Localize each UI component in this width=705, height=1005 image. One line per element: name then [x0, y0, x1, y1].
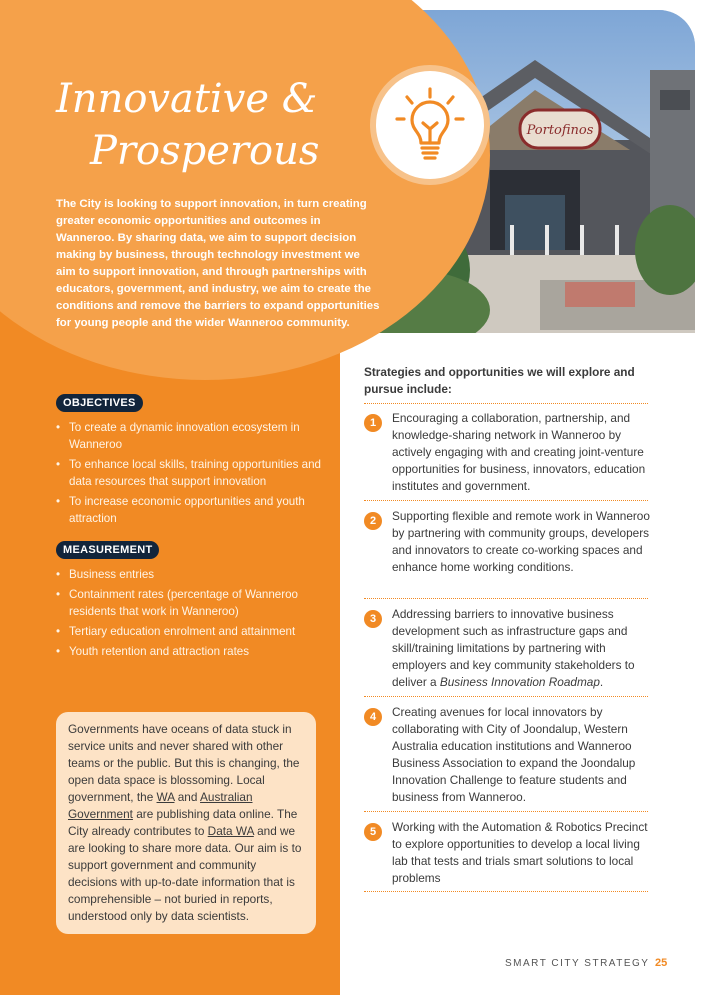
- measurement-label: MEASUREMENT: [56, 541, 159, 559]
- dotted-divider: [364, 598, 648, 599]
- strategy-item-4: Creating avenues for local innovators by collaborating with City of Joondalup, Western Australia education institutions and Wanneroo Business Association to expand the Joondalup Innovation Challenge to feature students and business from Wanneroo.: [392, 705, 636, 804]
- bullet-icon: •: [56, 495, 61, 508]
- dotted-divider: [364, 811, 648, 812]
- dotted-divider: [364, 500, 648, 501]
- objective-item: • To increase economic opportunities and youth attraction: [56, 495, 305, 525]
- open-data-callout: Governments have oceans of data stuck in service units and never shared with other teams or the public. But this is changing, the open data space is blossoming. Local government, the WA and Australian Government are publishing data online. The City already contributes to Data WA and we are looking to share more data. Our aim is to support government and community decisions with up-to-date information that is comprehensible – not buried in reports, understood only by data scientists.: [56, 712, 316, 934]
- bullet-icon: •: [56, 421, 61, 434]
- measurement-item: • Youth retention and attraction rates: [56, 645, 250, 658]
- page-title-line-2: Prosperous: [90, 128, 320, 174]
- strategy-number: 1: [364, 414, 382, 432]
- objective-item: • To create a dynamic innovation ecosystem in Wanneroo: [56, 421, 300, 451]
- strategy-number: 2: [364, 512, 382, 530]
- bullet-icon: •: [56, 588, 61, 601]
- objectives-label: OBJECTIVES: [56, 394, 143, 412]
- dotted-divider: [364, 891, 648, 892]
- objective-item: • To enhance local skills, training opportunities and data resources that support innovation: [56, 458, 321, 488]
- dotted-divider: [364, 403, 648, 404]
- strategy-number: 5: [364, 823, 382, 841]
- data-wa-link[interactable]: Data WA: [207, 824, 254, 838]
- page-number: 25: [655, 957, 668, 969]
- strategy-number: 3: [364, 610, 382, 628]
- bullet-icon: •: [56, 645, 61, 658]
- intro-paragraph: The City is looking to support innovation, in turn creating greater economic opportunities and outcomes in Wanneroo. By sharing data, we aim to support decision making by business, through technology investment we aim to support innovation, and through partnerships with educators, government, and industry, we aim to create the conditions and remove the barriers to expand opportunities for young people and the wider Wanneroo community.: [56, 198, 380, 329]
- objectives-list: [56, 419, 326, 530]
- measurement-item: • Tertiary education enrolment and attainment: [56, 625, 296, 638]
- dotted-divider: [364, 696, 648, 697]
- lightbulb-icon: [395, 87, 465, 163]
- measurement-item: • Business entries: [56, 568, 155, 581]
- bullet-icon: •: [56, 568, 61, 581]
- page-title-line-1: Innovative &: [56, 76, 318, 122]
- footer-label: SMART CITY STRATEGY: [505, 958, 650, 969]
- strategy-item-5: Working with the Automation & Robotics Precinct to explore opportunities to develop a local living lab that tests and trials smart solutions to local problems: [392, 820, 648, 885]
- portofinos-sign-text: Portofinos: [526, 123, 594, 138]
- bullet-icon: •: [56, 458, 61, 471]
- strategy-item-1: Encouraging a collaboration, partnership, and knowledge-sharing network in Wanneroo by actively engaging with and creating joint-venture opportunities for business, innovators, education institutes and government.: [392, 411, 646, 493]
- strategy-item-2: Supporting flexible and remote work in Wanneroo by partnering with community groups, developers and innovators to create co-working spaces and enhance home working conditions.: [392, 509, 650, 574]
- wa-link[interactable]: WA: [156, 790, 175, 804]
- strategy-number: 4: [364, 708, 382, 726]
- measurement-item: • Containment rates (percentage of Wanneroo residents that work in Wanneroo): [56, 588, 298, 618]
- measurement-list: [56, 566, 326, 663]
- strategies-heading: Strategies and opportunities we will explore and pursue include:: [364, 365, 635, 396]
- strategy-item-3: Addressing barriers to innovative business development such as infrastructure gaps and skill/training limitations by partnering with employers and key community stakeholders to deliver a Business Innovation Roadmap.: [392, 607, 635, 689]
- bullet-icon: •: [56, 625, 61, 638]
- australian-government-link[interactable]: Australian Government: [68, 790, 253, 821]
- lightbulb-badge: [370, 65, 490, 185]
